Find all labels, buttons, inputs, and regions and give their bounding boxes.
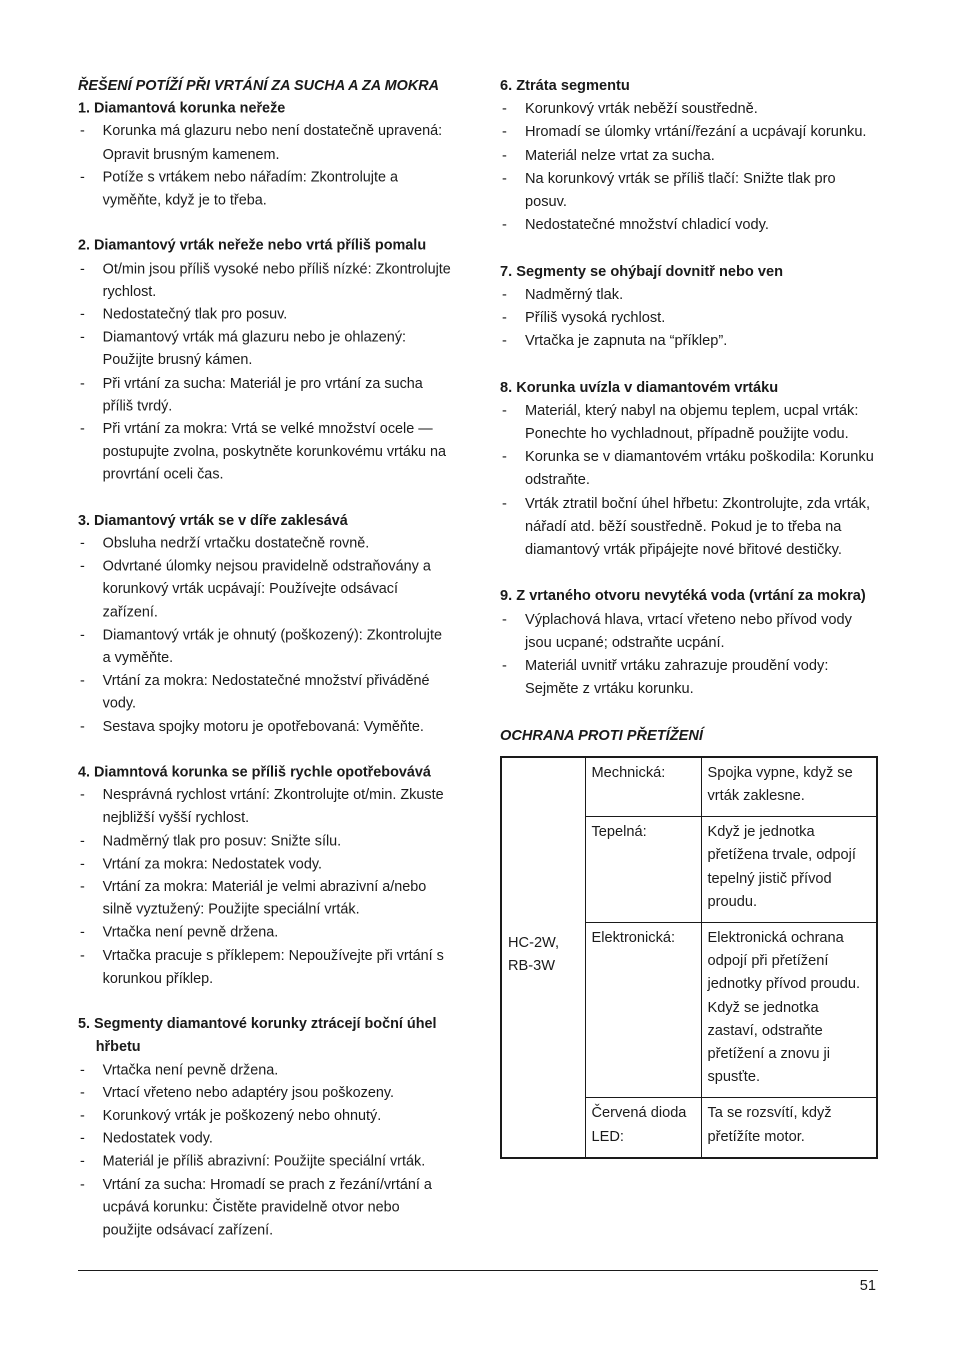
list-item: - Vrtání za mokra: Nedostatečné množství přiváděné vody. (78, 670, 453, 716)
section-heading: 8. Korunka uvízla v diamantovém vrtáku (500, 379, 779, 396)
cause-list (78, 785, 453, 991)
footer-divider (78, 1270, 878, 1271)
list-item: - Nesprávná rychlost vrtání: Zkontrolujte ot/min. Zkuste nejbližší vyšší rychlost. (78, 785, 453, 831)
left-column (78, 75, 453, 1265)
troubleshooting-section (500, 261, 878, 354)
cause-list (78, 121, 453, 213)
list-item: - Materiál je příliš abrazivní: Použijte speciální vrták. (78, 1151, 453, 1174)
list-item: - Nedostatek vody. (78, 1128, 453, 1151)
protection-description-cell: Ta se rozsvítí, když přetížíte motor. (701, 1098, 877, 1158)
list-item: - Vrtání za sucha: Hromadí se prach z řezání/vrtání a ucpává korunku: Čistěte pravidelně otvor nebo použijte odsávací zařízení. (78, 1174, 453, 1243)
cause-list (500, 400, 878, 562)
list-item: - Materiál uvnitř vrtáku zahrazuje proudění vody: Sejměte z vrtáku korunku. (500, 655, 878, 701)
troubleshooting-section (78, 762, 453, 991)
right-column (500, 75, 878, 1159)
troubleshooting-section (78, 510, 453, 739)
section-heading: 3. Diamantový vrták se v díře zaklesává (78, 512, 348, 529)
list-item: - Vrtačka je zapnuta na “příklep”. (500, 330, 878, 353)
list-item: - Vrtačka pracuje s příklepem: Nepoužívejte při vrtání s korunkou příklep. (78, 945, 453, 991)
list-item: - Materiál, který nabyl na objemu teplem, ucpal vrták: Ponechte ho vychladnout, případně použijte vodu. (500, 400, 878, 446)
list-item: - Sestava spojky motoru je opotřebovaná: Vyměňte. (78, 716, 453, 739)
list-item: - Nadměrný tlak. (500, 284, 878, 307)
page-number: 51 (859, 1278, 876, 1294)
list-item: - Odvrtané úlomky nejsou pravidelně odstraňovány a korunkový vrták ucpávají: Používejte odsávací zařízení. (78, 556, 453, 625)
cause-list (78, 533, 453, 739)
list-item: - Hromadí se úlomky vrtání/řezání a ucpávají korunku. (500, 121, 878, 144)
cause-list (500, 609, 878, 702)
list-item: - Korunkový vrták neběží soustředně. (500, 98, 878, 121)
cause-list (78, 258, 453, 487)
table-row (501, 757, 877, 817)
cause-list (500, 284, 878, 354)
cause-list (500, 98, 878, 237)
list-item: - Při vrtání za sucha: Materiál je pro vrtání za sucha příliš tvrdý. (78, 373, 453, 419)
list-item: - Na korunkový vrták se příliš tlačí: Snižte tlak pro posuv. (500, 168, 878, 214)
cause-list (78, 1059, 453, 1242)
protection-type-cell: Tepelná: (585, 817, 701, 923)
list-item: - Obsluha nedrží vrtačku dostatečně rovně. (78, 533, 453, 556)
list-item: - Výplachová hlava, vrtací vřeteno nebo přívod vody jsou ucpané; odstraňte ucpání. (500, 609, 878, 655)
overload-table (500, 756, 878, 1159)
overload-title: OCHRANA PROTI PŘETÍŽENÍ (500, 727, 703, 744)
section-heading: 6. Ztráta segmentu (500, 78, 630, 94)
list-item: - Příliš vysoká rychlost. (500, 307, 878, 330)
section-heading: 2. Diamantový vrták neřeže nebo vrtá příliš pomalu (78, 238, 427, 254)
model-cell: HC-2W, RB-3W (501, 757, 585, 1158)
troubleshooting-section (78, 235, 453, 487)
section-heading: 1. Diamantová korunka neřeže (78, 100, 286, 117)
protection-type-cell: Elektronická: (585, 923, 701, 1098)
troubleshooting-section (500, 377, 878, 563)
list-item: - Diamantový vrták je ohnutý (poškozený): Zkontrolujte a vyměňte. (78, 624, 453, 670)
list-item: - Nedostatečné množství chladicí vody. (500, 214, 878, 237)
left-sections (78, 98, 453, 1243)
list-item: - Vrták ztratil boční úhel hřbetu: Zkontrolujte, zda vrták, nářadí atd. běží soustředně. Pokud je to třeba na diamantový vrták připájejte nové břitové destičky. (500, 493, 878, 563)
list-item: - Materiál nelze vrtat za sucha. (500, 145, 878, 168)
section-heading: 5. Segmenty diamantové korunky ztrácejí boční úhel hřbetu (78, 1016, 437, 1056)
list-item: - Nadměrný tlak pro posuv: Snižte sílu. (78, 830, 453, 853)
troubleshooting-section (500, 75, 878, 237)
list-item: - Vrtání za mokra: Nedostatek vody. (78, 853, 453, 876)
protection-description-cell: Když je jednotka přetížena trvale, odpojí tepelný jistič přívod proudu. (701, 817, 877, 923)
list-item: - Potíže s vrtákem nebo nářadím: Zkontrolujte a vyměňte, když je to třeba. (78, 167, 453, 213)
protection-description-cell: Spojka vypne, když se vrták zaklesne. (701, 757, 877, 817)
list-item: - Vrtací vřeteno nebo adaptéry jsou poškozeny. (78, 1082, 453, 1105)
list-item: - Korunka se v diamantovém vrtáku poškodila: Korunku odstraňte. (500, 446, 878, 492)
protection-description-cell: Elektronická ochrana odpojí při přetížení jednotky přívod proudu. Když se jednotka zastaví, odstraňte přetížení a znovu ji spusťte. (701, 923, 877, 1098)
list-item: - Nedostatečný tlak pro posuv. (78, 304, 453, 327)
list-item: - Ot/min jsou příliš vysoké nebo příliš nízké: Zkontrolujte rychlost. (78, 258, 453, 304)
section-heading: 4. Diamntová korunka se příliš rychle opotřebovává (78, 764, 431, 781)
section-heading: 7. Segmenty se ohýbají dovnitř nebo ven (500, 263, 784, 280)
list-item: - Korunka má glazuru nebo není dostatečně upravená: Opravit brusným kamenem. (78, 121, 453, 167)
troubleshooting-section (500, 585, 878, 701)
troubleshooting-section (78, 98, 453, 212)
section-heading: 9. Z vrtaného otvoru nevytéká voda (vrtání za mokra) (500, 588, 866, 605)
troubleshooting-section (78, 1014, 453, 1243)
right-sections (500, 75, 878, 701)
list-item: - Vrtačka není pevně držena. (78, 922, 453, 945)
protection-type-cell: Mechnická: (585, 757, 701, 817)
list-item: - Diamantový vrták má glazuru nebo je ohlazený: Použijte brusný kámen. (78, 327, 453, 373)
list-item: - Korunkový vrták je poškozený nebo ohnutý. (78, 1105, 453, 1128)
list-item: - Vrtání za mokra: Materiál je velmi abrazivní a/nebo silně vyztužený: Použijte speciální vrták. (78, 876, 453, 922)
list-item: - Při vrtání za mokra: Vrtá se velké množství ocele — postupujte zvolna, poskytněte korunkovému vrtáku na provrtání oceli čas. (78, 418, 453, 487)
protection-type-cell: Červená dioda LED: (585, 1098, 701, 1158)
page-title: ŘEŠENÍ POTÍŽÍ PŘI VRTÁNÍ ZA SUCHA A ZA MOKRA (78, 77, 440, 94)
list-item: - Vrtačka není pevně držena. (78, 1059, 453, 1082)
